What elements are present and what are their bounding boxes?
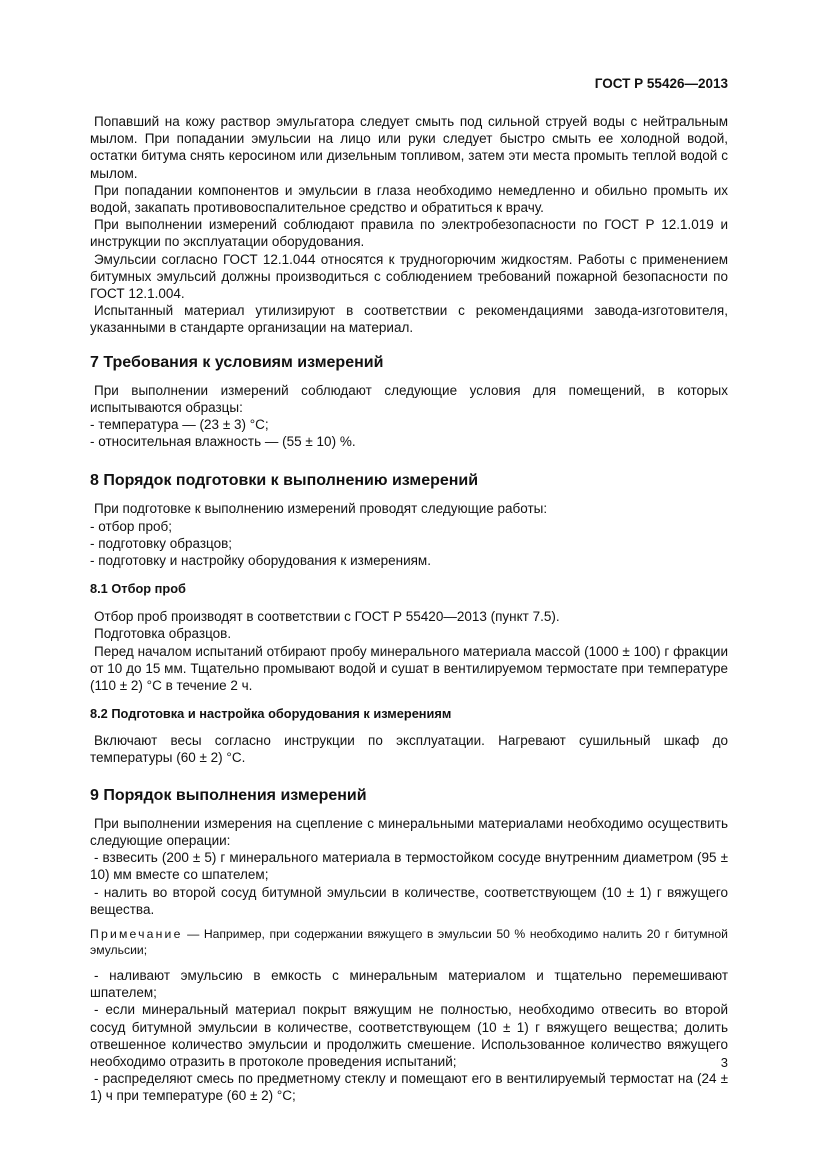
safety-paragraph-5: Испытанный материал утилизируют в соответствии с рекомендациями завода-изготовителя, указанными в стандарте организации на материал. (90, 303, 728, 336)
section-8-2-heading: 8.2 Подготовка и настройка оборудования к измерениям (90, 706, 452, 722)
note-label: Примечание (90, 926, 183, 941)
section-9-heading: 9 Порядок выполнения измерений (90, 786, 367, 804)
safety-paragraph-3: При выполнении измерений соблюдают правила по электробезопасности по ГОСТ Р 12.1.019 и инструкции по эксплуатации оборудования. (90, 217, 728, 250)
list-item: - температура — (23 ± 3) °С; (90, 417, 269, 433)
note-text: — Например, при содержании вяжущего в эмульсии 50 % необходимо налить 20 г битумной эмульсии; (90, 926, 728, 957)
list-item: - подготовку и настройку оборудования к измерениям. (90, 553, 431, 569)
page-number: 3 (720, 1055, 728, 1070)
safety-paragraph-1: Попавший на кожу раствор эмульгатора следует смыть под сильной струей воды с нейтральным мылом. При попадании эмульсии на лицо или руки следует быстро смыть ее холодной водой, остатки битума снять керосином или дизельным топливом, затем эти места промыть теплой водой с мылом. (90, 114, 728, 181)
section-8-heading: 8 Порядок подготовки к выполнению измерений (90, 472, 479, 490)
list-item: - подготовку образцов; (90, 535, 233, 551)
list-item: - распределяют смесь по предметному стеклу и помещают его в вентилируемый термостат на (24 ± 1) ч при температуре (60 ± 2) °С; (90, 1071, 728, 1104)
section-8-1-paragraph-1: Отбор проб производят в соответствии с ГОСТ Р 55420—2013 (пункт 7.5). (94, 609, 560, 625)
page-content (90, 113, 728, 1105)
section-7-heading: 7 Требования к условиям измерений (90, 353, 384, 371)
section-8-2-paragraph: Включают весы согласно инструкции по эксплуатации. Нагревают сушильный шкаф до температуры (60 ± 2) °С. (90, 733, 728, 766)
section-8-1-paragraph-2: Подготовка образцов. (94, 626, 232, 642)
safety-paragraph-4: Эмульсии согласно ГОСТ 12.1.044 относятся к трудногорючим жидкостям. Работы с применением битумных эмульсий должны производиться с соблюдением требований пожарной безопасности по ГОСТ 12.1.004. (90, 251, 728, 302)
list-item: - налить во второй сосуд битумной эмульсии в количестве, соответствующем (10 ± 1) г вяжущего вещества. (90, 884, 728, 917)
section-8-paragraph: При подготовке к выполнению измерений проводят следующие работы: (94, 501, 548, 517)
section-7-paragraph: При выполнении измерений соблюдают следующие условия для помещений, в которых испытываются образцы: (90, 382, 728, 415)
list-item: - взвесить (200 ± 5) г минерального материала в термостойком сосуде внутренним диаметром (95 ± 10) мм вместе со шпателем; (90, 850, 728, 883)
list-item: - относительная влажность — (55 ± 10) %. (90, 434, 356, 450)
note (90, 926, 728, 958)
list-item: - если минеральный материал покрыт вяжущим не полностью, необходимо отвесить во второй сосуд битумной эмульсии в количестве, соответствующем (10 ± 1) г вяжущего вещества; долить отвешенное количество эмульсии и продолжить смешение. Использованное количество вяжущего необходимо отразить в протоколе проведения испытаний; (90, 1002, 728, 1069)
section-8-1-paragraph-3: Перед началом испытаний отбирают пробу минерального материала массой (1000 ± 100) г фракции от 10 до 15 мм. Тщательно промывают водой и сушат в вентилируемом термостате при температуре (110 ± 2) °С в течение 2 ч. (90, 643, 728, 694)
list-item: - отбор проб; (90, 518, 172, 534)
list-item: - наливают эмульсию в емкость с минеральным материалом и тщательно перемешивают шпателем; (90, 967, 728, 1001)
safety-paragraph-2: При попадании компонентов и эмульсии в глаза необходимо немедленно и обильно промыть их водой, закапать противовоспалительное средство и обратиться к врачу. (90, 182, 728, 216)
document-code: ГОСТ Р 55426—2013 (594, 76, 728, 91)
section-8-1-heading: 8.1 Отбор проб (90, 581, 186, 597)
section-9-paragraph: При выполнении измерения на сцепление с минеральными материалами необходимо осуществить следующие операции: (90, 815, 728, 848)
